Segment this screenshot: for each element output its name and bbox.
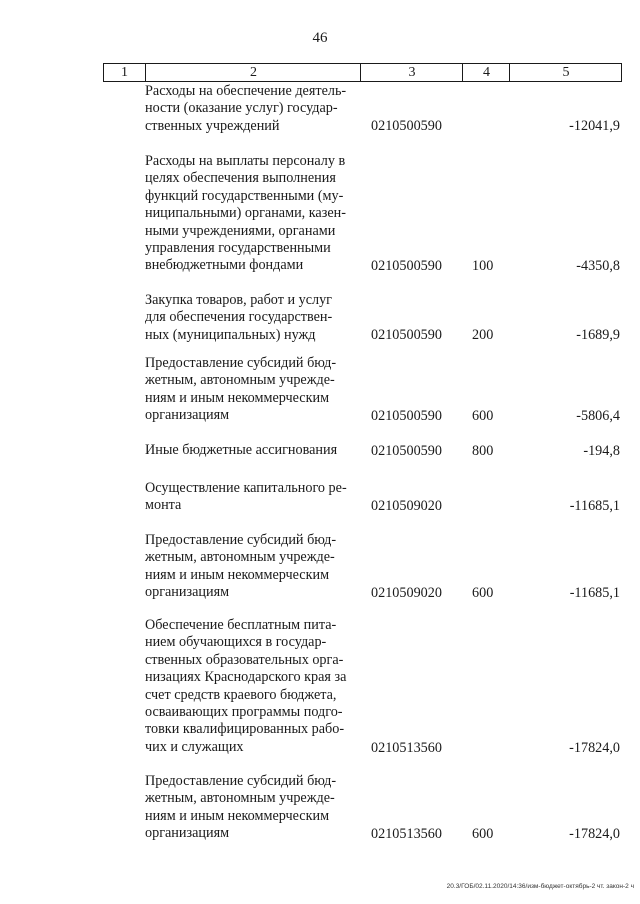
- footer-file-stamp: 20.3/ГОБ/02.11.2020/14:36/изм-бюджет-октябрь-2 чт. закон-2 ч: [446, 883, 634, 890]
- row-type: 200: [472, 326, 494, 343]
- row-type: 100: [472, 257, 494, 274]
- row-description: Расходы на обеспечение деятель- ности (оказание услуг) государ- ственных учреждений: [145, 83, 347, 134]
- row-code: 0210509020: [371, 497, 442, 514]
- table-row: [0, 442, 640, 460]
- row-code: 0210513560: [371, 739, 442, 756]
- page-number: 46: [312, 30, 328, 46]
- header-col-5: 5: [509, 64, 622, 81]
- table-row: [0, 617, 640, 757]
- row-description: Предоставление субсидий бюд- жетным, автономным учрежде- ниям и иным некоммерческим организациям: [145, 773, 337, 842]
- row-description: Закупка товаров, работ и услуг для обеспечения государствен- ных (муниципальных) нужд: [145, 292, 333, 343]
- row-amount: -5806,4: [576, 407, 620, 424]
- table-row: [0, 532, 640, 602]
- row-code: 0210500590: [371, 442, 442, 459]
- row-amount: -11685,1: [569, 584, 620, 601]
- table-row: [0, 773, 640, 843]
- table-row: [0, 153, 640, 275]
- header-col-1: 1: [121, 65, 128, 80]
- table-row: [0, 292, 640, 344]
- row-description: Обеспечение бесплатным пита- нием обучающихся в государ- ственных образовательных орга- низациях Краснодарского края за счет средств краевого бюджета, осваивающих программы подго- товки квалифицированных рабо- чих и служащих: [145, 617, 347, 755]
- row-code: 0210500590: [371, 326, 442, 343]
- row-type: 600: [472, 407, 494, 424]
- row-amount: -17824,0: [569, 739, 620, 756]
- header-col-4: 4: [462, 64, 510, 81]
- row-type: 600: [472, 825, 494, 842]
- row-amount: -1689,9: [576, 326, 620, 343]
- row-description: Расходы на выплаты персоналу в целях обеспечения выполнения функций государственными (му- ниципальными) органами, казен- ными учреждениями, органами управления государственными внебюджетными фондами: [145, 153, 346, 274]
- row-amount: -12041,9: [569, 117, 620, 134]
- table-row: [0, 480, 640, 515]
- row-type: 600: [472, 584, 494, 601]
- header-col-3: 3: [360, 64, 463, 81]
- row-description: Иные бюджетные ассигнования: [145, 442, 338, 458]
- header-col-2: 2: [145, 64, 361, 81]
- row-description: Осуществление капитального ре- монта: [145, 480, 347, 514]
- row-code: 0210513560: [371, 825, 442, 842]
- row-amount: -11685,1: [569, 497, 620, 514]
- row-description: Предоставление субсидий бюд- жетным, автономным учрежде- ниям и иным некоммерческим организациям: [145, 355, 337, 424]
- row-type: 800: [472, 442, 494, 459]
- row-amount: -4350,8: [576, 257, 620, 274]
- row-code: 0210509020: [371, 584, 442, 601]
- table-row: [0, 83, 640, 135]
- table-header: [103, 63, 622, 82]
- row-code: 0210500590: [371, 117, 442, 134]
- row-code: 0210500590: [371, 407, 442, 424]
- row-amount: -17824,0: [569, 825, 620, 842]
- row-amount: -194,8: [583, 442, 620, 459]
- row-description: Предоставление субсидий бюд- жетным, автономным учрежде- ниям и иным некоммерческим организациям: [145, 532, 337, 601]
- row-code: 0210500590: [371, 257, 442, 274]
- table-row: [0, 355, 640, 425]
